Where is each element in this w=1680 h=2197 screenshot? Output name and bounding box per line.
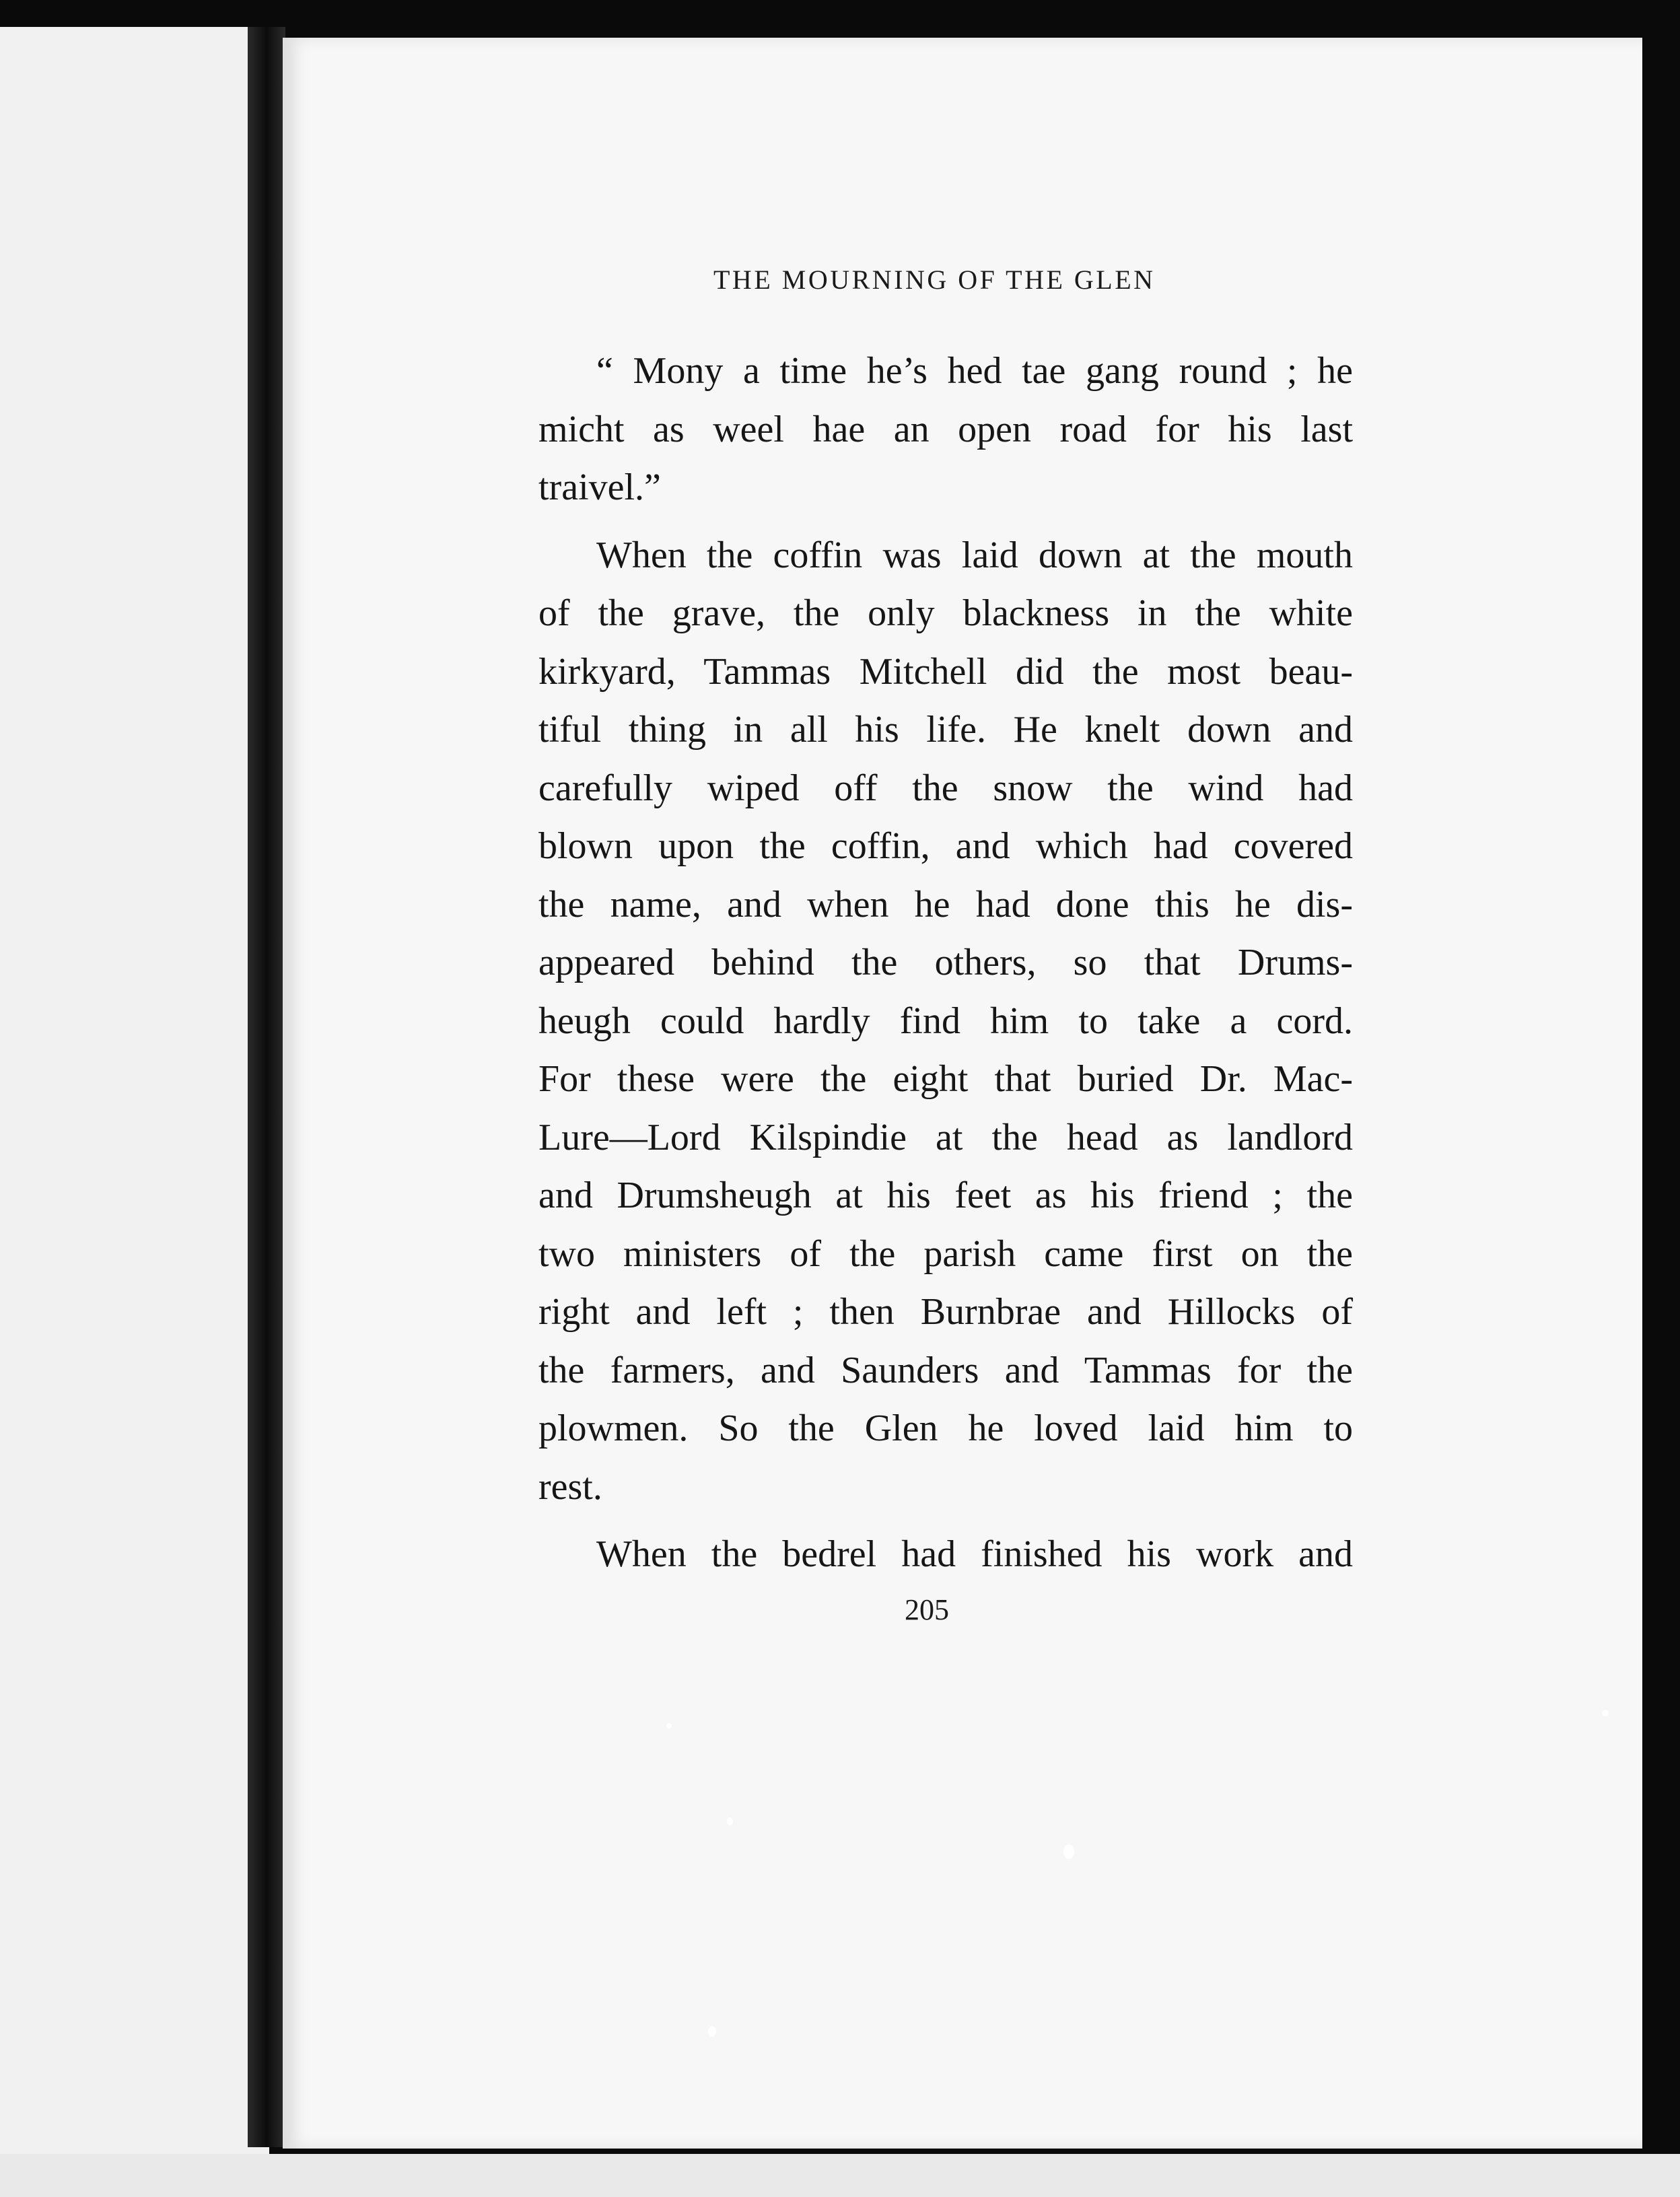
text-line: When the bedrel had finished his work and — [596, 1533, 1353, 1575]
text-line: carefully wiped off the snow the wind had — [538, 767, 1353, 809]
running-head: THE MOURNING OF THE GLEN — [713, 265, 1156, 295]
text-line: plowmen. So the Glen he loved laid him to — [538, 1407, 1353, 1449]
text-line: of the grave, the only blackness in the white — [538, 592, 1353, 634]
dust-speck — [666, 1723, 672, 1729]
text-line: When the coffin was laid down at the mouth — [596, 534, 1353, 576]
dust-speck — [708, 2026, 716, 2037]
left-facing-page — [0, 27, 269, 2194]
dust-speck — [1063, 1844, 1074, 1859]
text-line: “ Mony a time he’s hed tae gang round ; he — [596, 350, 1353, 392]
text-line: kirkyard, Tammas Mitchell did the most beau- — [538, 650, 1353, 693]
text-line: appeared behind the others, so that Drums- — [538, 942, 1353, 983]
book-gutter — [248, 27, 285, 2147]
text-line: right and left ; then Burnbrae and Hillocks of — [538, 1291, 1353, 1333]
page-number: 205 — [905, 1593, 949, 1626]
text-line: the farmers, and Saunders and Tammas for the — [538, 1349, 1353, 1391]
dust-speck — [1602, 1710, 1609, 1716]
scan-bottom-edge — [0, 2154, 1680, 2197]
dust-speck — [727, 1817, 733, 1825]
text-line: two ministers of the parish came first on the — [538, 1232, 1353, 1275]
text-line: Lure—Lord Kilspindie at the head as landlord — [538, 1116, 1353, 1158]
body-text — [538, 342, 1353, 1584]
text-line: rest. — [538, 1465, 602, 1508]
text-line: and Drumsheugh at his feet as his friend ; the — [538, 1175, 1353, 1216]
text-line: For these were the eight that buried Dr. Mac- — [538, 1058, 1353, 1100]
text-line: the name, and when he had done this he dis- — [538, 883, 1353, 926]
text-line: blown upon the coffin, and which had covered — [538, 825, 1353, 867]
text-line: heugh could hardly find him to take a cord. — [538, 1000, 1353, 1042]
text-line: tiful thing in all his life. He knelt down and — [538, 709, 1353, 751]
text-line: traivel.” — [538, 466, 661, 508]
text-line: micht as weel hae an open road for his last — [538, 408, 1353, 450]
